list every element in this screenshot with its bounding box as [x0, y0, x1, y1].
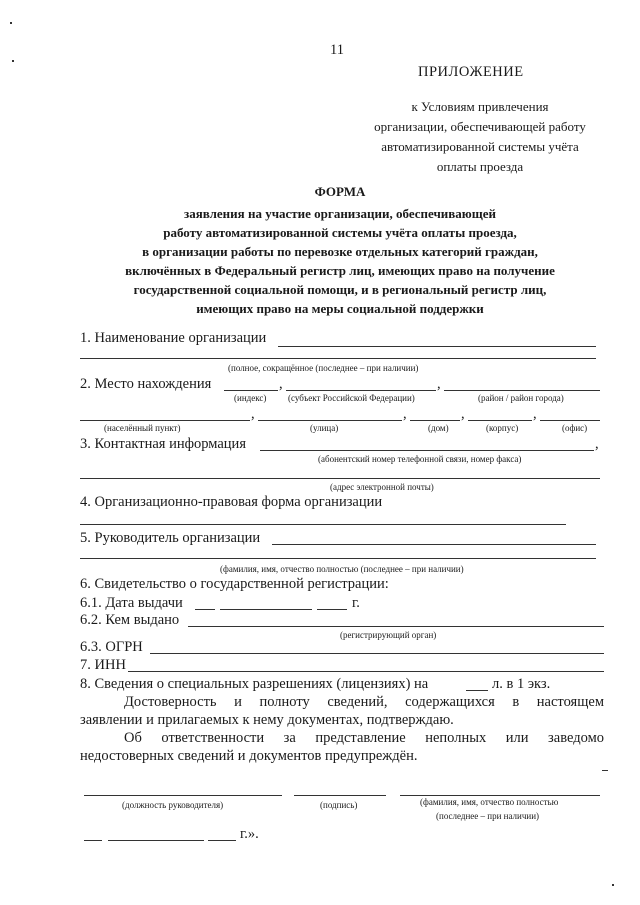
form-subtitle [40, 204, 640, 318]
form-subtitle-line: заявления на участие организации, обеспечивающей [184, 206, 496, 221]
block-field[interactable] [468, 420, 532, 421]
street-field[interactable] [258, 420, 402, 421]
organization-name-field-2[interactable] [80, 358, 596, 359]
page-number: 11 [330, 42, 344, 58]
head-field-2[interactable] [80, 558, 596, 559]
form-subtitle-line: в организации работы по перевозке отдельных категорий граждан, [142, 244, 538, 259]
comma: , [461, 406, 465, 422]
issued-by-field[interactable] [188, 626, 604, 627]
scan-dot [10, 22, 12, 24]
organization-name-field[interactable] [278, 346, 596, 347]
comma: , [279, 376, 283, 392]
house-field[interactable] [410, 420, 460, 421]
postal-index-field[interactable] [224, 390, 278, 391]
house-hint: (дом) [428, 423, 449, 433]
fullname-hint: (фамилия, имя, отчество полностью [420, 797, 559, 807]
date-month-field[interactable] [108, 840, 204, 841]
scan-dot [12, 60, 14, 62]
location-label: 2. Место нахождения [80, 376, 212, 392]
appendix-block [330, 97, 630, 177]
statement-accuracy-2: заявлении и прилагаемых к нему документах, подтверждаю. [80, 712, 454, 728]
issue-month-field[interactable] [220, 609, 312, 610]
fullname-field[interactable] [400, 795, 600, 796]
appendix-line: к Условиям привлечения [411, 99, 549, 114]
form-subtitle-line: включённых в Федеральный регистр лиц, имеющих право на получение [125, 263, 555, 278]
head-field[interactable] [272, 544, 596, 545]
federal-subject-field[interactable] [286, 390, 436, 391]
signature-hint: (подпись) [320, 800, 358, 810]
statement-accuracy: Достоверность и полноту сведений, содержащихся в настоящем [124, 694, 604, 710]
issued-by-hint: (регистрирующий орган) [340, 630, 437, 640]
date-day-field[interactable] [84, 840, 102, 841]
comma: , [251, 406, 255, 422]
appendix-line: оплаты проезда [436, 159, 524, 174]
signature-field[interactable] [294, 795, 386, 796]
district-hint: (район / район города) [478, 393, 564, 403]
comma: , [595, 436, 599, 452]
street-hint: (улица) [310, 423, 339, 433]
ogrn-label: 6.3. ОГРН [80, 639, 143, 655]
registration-label: 6. Свидетельство о государственной регистрации: [80, 576, 389, 592]
phone-hint: (абонентский номер телефонной связи, номер факса) [318, 454, 522, 464]
district-field[interactable] [444, 390, 600, 391]
position-field[interactable] [84, 795, 282, 796]
locality-field[interactable] [80, 420, 250, 421]
organization-name-label: 1. Наименование организации [80, 330, 267, 346]
licenses-suffix: л. в 1 экз. [492, 676, 551, 692]
issued-by-label: 6.2. Кем выдано [80, 612, 180, 628]
email-field[interactable] [80, 478, 600, 479]
comma: , [533, 406, 537, 422]
appendix-line: автоматизированной системы учёта [381, 139, 579, 154]
legal-form-field[interactable] [80, 524, 566, 525]
fullname-hint-2: (последнее – при наличии) [436, 811, 540, 821]
form-subtitle-line: работу автоматизированной системы учёта оплаты проезда, [163, 225, 517, 240]
phone-field[interactable] [260, 450, 594, 451]
form-subtitle-line: имеющих право на меры социальной поддержки [196, 301, 484, 316]
comma: , [403, 406, 407, 422]
inn-label: 7. ИНН [80, 657, 126, 673]
date-suffix: г.». [240, 826, 259, 842]
locality-hint: (населённый пункт) [104, 423, 181, 433]
appendix-title: ПРИЛОЖЕНИЕ [418, 64, 524, 80]
statement-responsibility-2: недостоверных сведений и документов предупреждён. [80, 748, 418, 764]
head-label: 5. Руководитель организации [80, 530, 261, 546]
date-year-field[interactable] [208, 840, 236, 841]
office-hint: (офис) [562, 423, 588, 433]
year-suffix: г. [352, 595, 360, 611]
office-field[interactable] [540, 420, 600, 421]
licenses-label: 8. Сведения о специальных разрешениях (лицензиях) на [80, 676, 429, 692]
licenses-pages-field[interactable] [466, 690, 488, 691]
issue-date-label: 6.1. Дата выдачи [80, 595, 183, 611]
form-subtitle-line: государственной социальной помощи, и в региональный регистр лиц, [133, 282, 547, 297]
email-hint: (адрес электронной почты) [330, 482, 434, 492]
form-title: ФОРМА [314, 184, 366, 199]
comma: , [437, 376, 441, 392]
federal-subject-hint: (субъект Российской Федерации) [288, 393, 415, 403]
legal-form-label: 4. Организационно-правовая форма организации [80, 494, 383, 510]
ogrn-field[interactable] [150, 653, 604, 654]
issue-year-field[interactable] [317, 609, 347, 610]
contact-info-label: 3. Контактная информация [80, 436, 246, 452]
head-hint: (фамилия, имя, отчество полностью (последнее – при наличии) [220, 564, 464, 574]
scan-dot [612, 884, 614, 886]
position-hint: (должность руководителя) [122, 800, 224, 810]
issue-day-field[interactable] [195, 609, 215, 610]
statement-responsibility: Об ответственности за представление неполных или заведомо [124, 730, 604, 746]
appendix-line: организации, обеспечивающей работу [374, 119, 586, 134]
block-hint: (корпус) [486, 423, 519, 433]
organization-name-hint: (полное, сокращённое (последнее – при наличии) [228, 363, 419, 373]
inn-field[interactable] [128, 671, 604, 672]
scan-dot [602, 770, 608, 771]
postal-index-hint: (индекс) [234, 393, 267, 403]
